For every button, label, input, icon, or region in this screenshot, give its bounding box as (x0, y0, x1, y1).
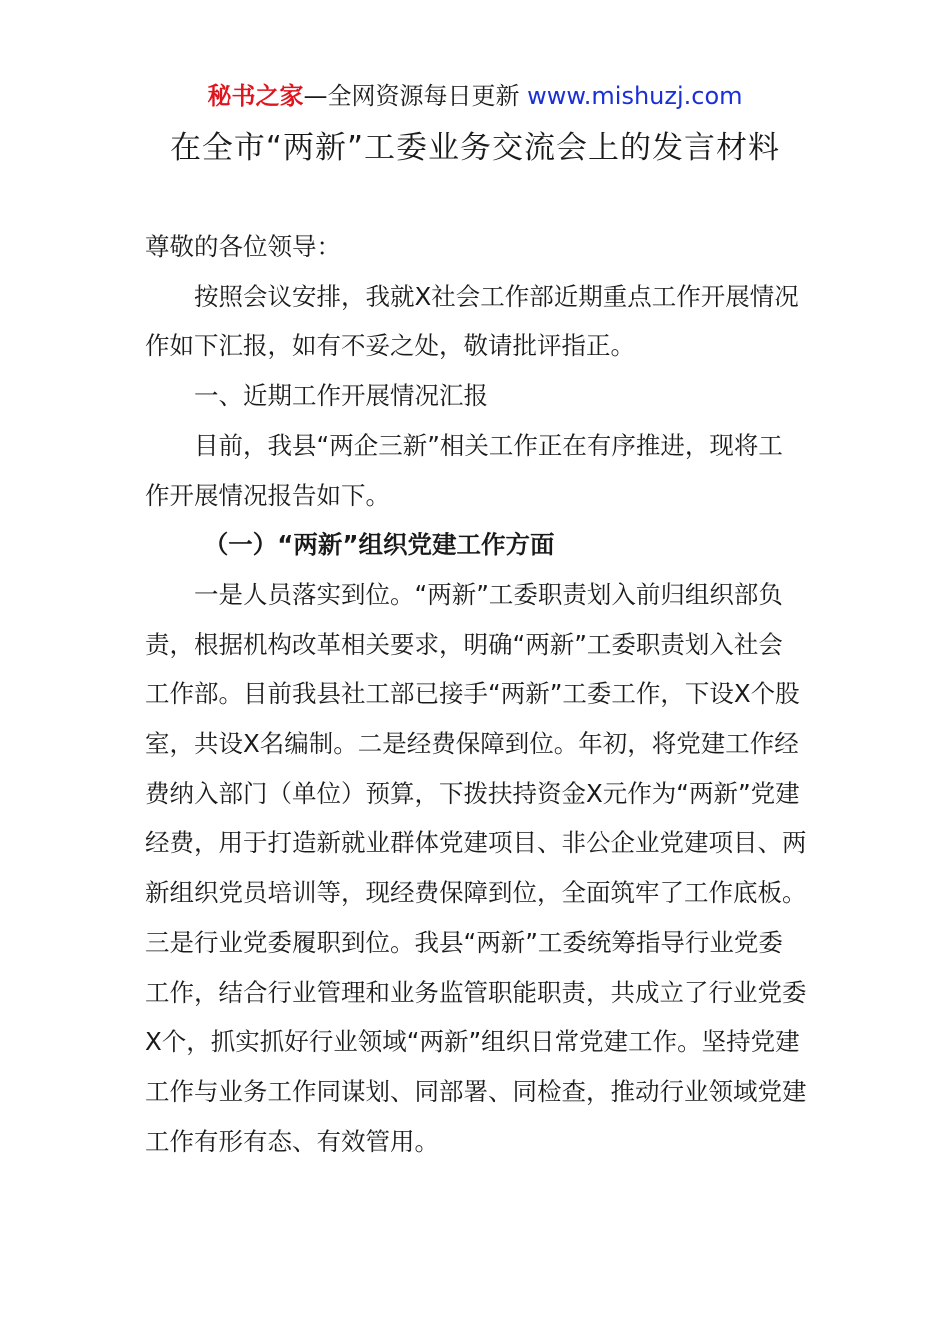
body-paragraph: 一是人员落实到位。“两新”工委职责划入前归组织部负责，根据机构改革相关要求，明确“两新”工委职责划入社会工作部。目前我县社工部已接手“两新”工委工作，下设X个股室，共设X名编制。二是经费保障到位。年初，将党建工作经费纳入部门（单位）预算，下拨扶持资金X元作为“两新”党建经费，用于打造新就业群体党建项目、非公企业党建项目、两新组织党员培训等，现经费保障到位，全面筑牢了工作底板。三是行业党委履职到位。我县“两新”工委统筹指导行业党委工作，结合行业管理和业务监管职能职责，共成立了行业党委X个，抓实抓好行业领域“两新”组织日常党建工作。坚持党建工作与业务工作同谋划、同部署、同检查，推动行业领域党建工作有形有态、有效管用。 (145, 579, 807, 1156)
site-url-link[interactable]: www.mishuzj.com (527, 82, 743, 110)
section-heading: 一、近期工作开展情况汇报 (194, 381, 488, 411)
site-header (0, 80, 950, 112)
subsection-heading: （一）“两新”组织党建工作方面 (203, 530, 555, 560)
salutation: 尊敬的各位领导： (145, 232, 341, 261)
site-brand: 秘书之家 (207, 82, 304, 110)
intro-paragraph: 按照会议安排，我就X社会工作部近期重点工作开展情况作如下汇报，如有不妥之处，敬请批评指正。 (145, 281, 799, 361)
document-title: 在全市“两新”工委业务交流会上的发言材料 (169, 130, 781, 166)
site-slogan: —全网资源每日更新 (303, 82, 520, 110)
body-paragraph: 目前，我县“两企三新”相关工作正在有序推进，现将工作开展情况报告如下。 (145, 430, 783, 510)
document-body (145, 222, 807, 1166)
